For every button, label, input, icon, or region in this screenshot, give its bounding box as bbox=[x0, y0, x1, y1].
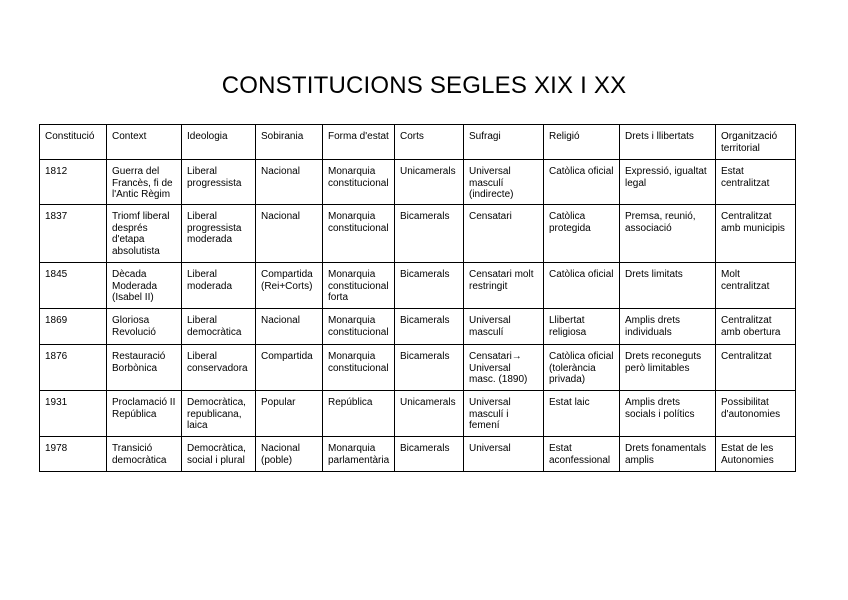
table-cell: Molt centralitzat bbox=[716, 263, 796, 309]
header-cell: Corts bbox=[395, 125, 464, 160]
table-cell: Bicamerals bbox=[395, 345, 464, 391]
table-cell: Estat de les Autonomies bbox=[716, 437, 796, 472]
table-cell: Proclamació II República bbox=[107, 391, 182, 437]
table-cell: Nacional bbox=[256, 205, 323, 263]
table-cell: Expressió, igualtat legal bbox=[620, 160, 716, 205]
table-cell: Nacional bbox=[256, 160, 323, 205]
table-cell: Premsa, reunió, associació bbox=[620, 205, 716, 263]
table-cell: Triomf liberal després d'etapa absolutista bbox=[107, 205, 182, 263]
table-cell: Liberal conservadora bbox=[182, 345, 256, 391]
header-cell: Religió bbox=[544, 125, 620, 160]
table-cell: Estat laic bbox=[544, 391, 620, 437]
table-row bbox=[40, 391, 796, 437]
table-cell: Compartida bbox=[256, 345, 323, 391]
table-cell: Popular bbox=[256, 391, 323, 437]
table-cell: Drets fonamentals amplis bbox=[620, 437, 716, 472]
table-cell: Universal masculí bbox=[464, 309, 544, 345]
table-cell: Bicamerals bbox=[395, 205, 464, 263]
page-title: CONSTITUCIONS SEGLES XIX I XX bbox=[221, 72, 627, 99]
table-cell: Drets limitats bbox=[620, 263, 716, 309]
table-row bbox=[40, 437, 796, 472]
table-cell: Estat centralitzat bbox=[716, 160, 796, 205]
table-cell: Unicamerals bbox=[395, 160, 464, 205]
table-cell: Liberal democràtica bbox=[182, 309, 256, 345]
table-row bbox=[40, 205, 796, 263]
table-cell: Drets reconeguts però limitables bbox=[620, 345, 716, 391]
table-cell: Monarquia constitucional bbox=[323, 345, 395, 391]
table-cell: Amplis drets socials i polítics bbox=[620, 391, 716, 437]
table-cell: 1837 bbox=[40, 205, 107, 263]
table-cell: Estat aconfessional bbox=[544, 437, 620, 472]
table-header-row bbox=[40, 125, 796, 160]
table-cell: Democràtica, social i plural bbox=[182, 437, 256, 472]
table-row bbox=[40, 309, 796, 345]
constitutions-table bbox=[39, 124, 796, 472]
table-cell: Monarquia constitucional forta bbox=[323, 263, 395, 309]
table-cell: Bicamerals bbox=[395, 437, 464, 472]
table-cell: Centralitzat bbox=[716, 345, 796, 391]
table-cell: Nacional bbox=[256, 309, 323, 345]
table-cell: Catòlica protegida bbox=[544, 205, 620, 263]
table-cell: Compartida (Rei+Corts) bbox=[256, 263, 323, 309]
table-cell: Catòlica oficial (tolerància privada) bbox=[544, 345, 620, 391]
header-cell: Sobirania bbox=[256, 125, 323, 160]
table-cell: República bbox=[323, 391, 395, 437]
table-cell: Universal masculí (indirecte) bbox=[464, 160, 544, 205]
table-cell: Censatari bbox=[464, 205, 544, 263]
table-cell: Guerra del Francès, fi de l'Antic Règim bbox=[107, 160, 182, 205]
table-row bbox=[40, 160, 796, 205]
table-cell: Centralitzat amb municipis bbox=[716, 205, 796, 263]
header-cell: Constitució bbox=[40, 125, 107, 160]
table-cell: Bicamerals bbox=[395, 309, 464, 345]
table-cell: Centralitzat amb obertura bbox=[716, 309, 796, 345]
table-cell: Bicamerals bbox=[395, 263, 464, 309]
table-cell: 1876 bbox=[40, 345, 107, 391]
table-cell: Monarquia constitucional bbox=[323, 309, 395, 345]
header-cell: Drets i llibertats bbox=[620, 125, 716, 160]
table-cell: Universal bbox=[464, 437, 544, 472]
table-cell: Restauració Borbònica bbox=[107, 345, 182, 391]
table-cell: Liberal moderada bbox=[182, 263, 256, 309]
table-cell: Liberal progressista moderada bbox=[182, 205, 256, 263]
table-cell: 1869 bbox=[40, 309, 107, 345]
table-cell: Dècada Moderada (Isabel II) bbox=[107, 263, 182, 309]
header-cell: Sufragi bbox=[464, 125, 544, 160]
header-cell: Organització territorial bbox=[716, 125, 796, 160]
table-cell: Liberal progressista bbox=[182, 160, 256, 205]
table-cell: Unicamerals bbox=[395, 391, 464, 437]
table-cell: Censatari molt restringit bbox=[464, 263, 544, 309]
table-row bbox=[40, 345, 796, 391]
table-cell: Monarquia constitucional bbox=[323, 205, 395, 263]
table-cell: 1845 bbox=[40, 263, 107, 309]
table-row bbox=[40, 263, 796, 309]
table-cell: Amplis drets individuals bbox=[620, 309, 716, 345]
header-cell: Forma d'estat bbox=[323, 125, 395, 160]
table-cell: 1978 bbox=[40, 437, 107, 472]
table-cell: Catòlica oficial bbox=[544, 160, 620, 205]
table-cell: 1931 bbox=[40, 391, 107, 437]
table-cell: Possibilitat d'autonomies bbox=[716, 391, 796, 437]
header-cell: Context bbox=[107, 125, 182, 160]
table-cell: 1812 bbox=[40, 160, 107, 205]
table-cell: Censatari→ Universal masc. (1890) bbox=[464, 345, 544, 391]
table-cell: Monarquia parlamentària bbox=[323, 437, 395, 472]
table-cell: Gloriosa Revolució bbox=[107, 309, 182, 345]
header-cell: Ideologia bbox=[182, 125, 256, 160]
table-cell: Monarquia constitucional bbox=[323, 160, 395, 205]
table-cell: Democràtica, republicana, laica bbox=[182, 391, 256, 437]
table-cell: Llibertat religiosa bbox=[544, 309, 620, 345]
table-cell: Universal masculí i femení bbox=[464, 391, 544, 437]
table-cell: Nacional (poble) bbox=[256, 437, 323, 472]
table-cell: Catòlica oficial bbox=[544, 263, 620, 309]
table-cell: Transició democràtica bbox=[107, 437, 182, 472]
